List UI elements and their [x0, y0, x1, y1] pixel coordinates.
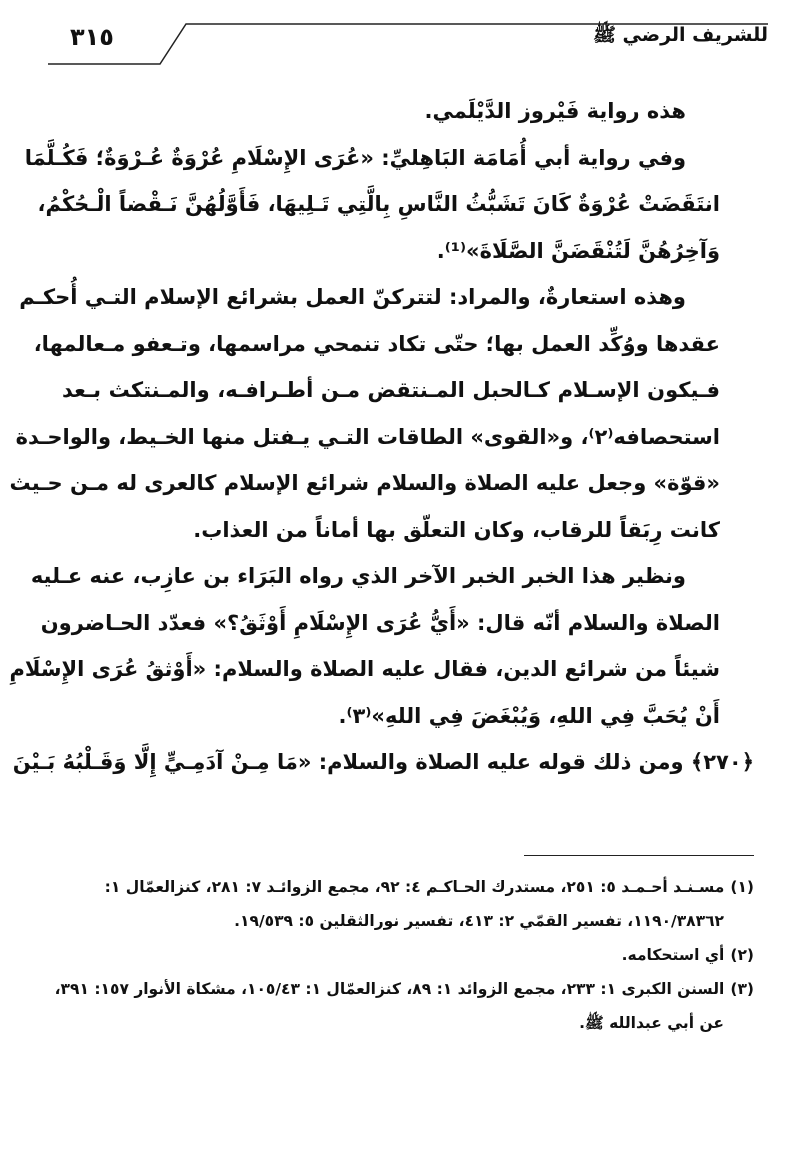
- footnote-line: [62, 870, 754, 904]
- text-line: استحصافه⁽٢⁾، و«القوى» الطاقات التـي يـفتل منها الخـيط، والواحـدة: [15, 424, 720, 449]
- page-number: ٣١٥: [70, 23, 114, 51]
- footnote: [54, 972, 754, 1040]
- running-title: للشريف الرضي ﷺ: [592, 24, 768, 46]
- text-line: أَنْ يُحَبَّ فِي اللهِ، وَيُبْغَضَ فِي اللهِ»⁽٣⁾.: [338, 703, 720, 728]
- text-line: ونظير هذا الخبر الخبر الآخر الذي رواه البَرَاء بن عازِب، عنه عـليه: [30, 564, 686, 588]
- text-line: وهذه استعارةٌ، والمراد: لتتركنّ العمل بشرائع الإسلام التـي أُحكـم: [19, 285, 686, 309]
- paragraph: [9, 274, 754, 553]
- footnote: [62, 870, 754, 938]
- footnote-text: السنن الكبرى ١: ٢٣٣، مجمع الزوائد ١: ٨٩، كنزالعمّال ١: ١٠٥/٤٣، مشكاة الأنوار ١٥٧: ٣٩١،: [54, 980, 725, 998]
- footnote: [62, 938, 754, 972]
- text-line: انتَقَضَتْ عُرْوَةٌ كَانَ تَشَبُّثُ النَّاسِ بِالَّتِي تَـلِيهَا، فَأَوَّلُهُنَّ نَـقْضاً الْـحُكْمُ،: [37, 192, 720, 216]
- header-rule: [48, 18, 768, 68]
- body-text: [9, 88, 754, 786]
- footnote-line: [54, 972, 754, 1006]
- text-line: الصلاة والسلام أنّه قال: «أَيُّ عُرَى الإِسْلَامِ أَوْثَقُ؟» فعدّد الحـاضرون: [40, 610, 720, 635]
- text-line: كانت رِبَقاً للرقاب، وكان التعلّق بها أماناً من العذاب.: [193, 517, 720, 542]
- footnote-separator: [524, 855, 754, 856]
- footnotes: [54, 870, 754, 1040]
- paragraph: [62, 88, 754, 135]
- footnote-number: (٣): [730, 980, 754, 998]
- text-line: عقدها ووُكِّد العمل بها؛ حتّى تكاد تنمحي مراسمها، وتـعفو مـعالمها،: [33, 331, 720, 356]
- footnote-line: ١١٩٠/٣٨٣٦٢، تفسير القمّي ٢: ٤١٣، تفسير نورالثقلين ٥: ١٩/٥٣٩.: [234, 912, 724, 930]
- footnote-text: مسـنـد أحـمـد ٥: ٢٥١، مستدرك الحـاكـم ٤: ٩٢، مجمع الزوائـد ٧: ٢٨١، كنزالعمّال ١:: [104, 878, 725, 896]
- footnote-number: (٢): [730, 946, 754, 964]
- page-header: [48, 18, 768, 68]
- footnote-text: أي استحكامه.: [621, 946, 725, 964]
- paragraph: [9, 553, 754, 739]
- footnote-line: [62, 938, 754, 972]
- text-line: هذه رواية فَيْروز الدَّيْلَمي.: [424, 99, 686, 123]
- paragraph: [24, 135, 754, 275]
- text-line: فـيكون الإسـلام كـالحبل المـنتقض مـن أطـرافـه، والمـنتكث بـعد: [62, 378, 720, 402]
- paragraph-numbered: [12, 739, 754, 786]
- text-line: وفي رواية أبي أُمَامَة البَاهِليِّ: «عُرَى الإِسْلَامِ عُرْوَةٌ عُـرْوَةٌ؛ فَكُـلَّمَا: [24, 145, 686, 170]
- text-line: «قوّة» وجعل عليه الصلاة والسلام شرائع الإسلام كالعرى له مـن حـيث: [9, 471, 720, 495]
- footnote-number: (١): [730, 878, 754, 896]
- text-line: شيئاً من شرائع الدين، فقال عليه الصلاة والسلام: «أَوْثقُ عُرَى الإِسْلَامِ: [9, 657, 720, 681]
- text-line: ﴿٢٧٠﴾ ومن ذلك قوله عليه الصلاة والسلام: «مَا مِـنْ آدَمِـيٍّ إِلَّا وَقَـلْبُهُ بَـيْنَ: [12, 750, 754, 774]
- text-line: وَآخِرُهُنَّ لَتُنْقَضَنَّ الصَّلَاةَ»⁽¹⁾.: [436, 238, 720, 263]
- footnote-line: عن أبي عبدالله ﷺ.: [579, 1014, 724, 1032]
